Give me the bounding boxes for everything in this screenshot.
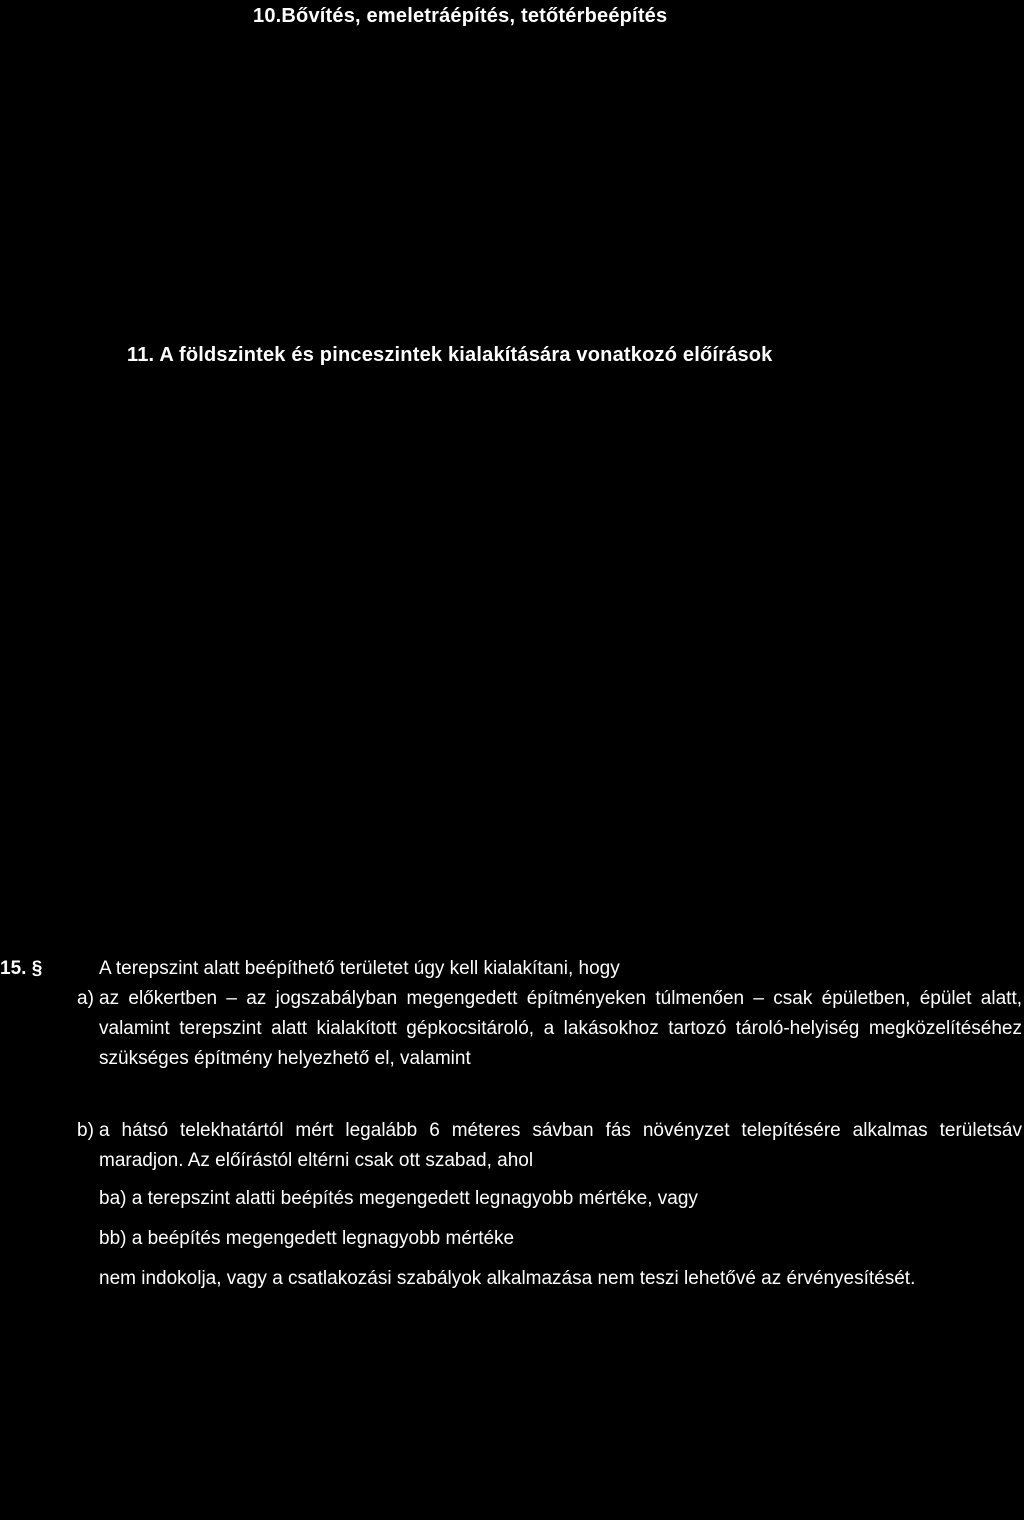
subitem-ba: ba) a terepszint alatti beépítés megengedett legnagyobb mértéke, vagy bbox=[99, 1188, 698, 1209]
heading-11: 11. A földszintek és pinceszintek kialakítására vonatkozó előírások bbox=[127, 344, 773, 366]
heading-10: 10.Bővítés, emeletráépítés, tetőtérbeépítés bbox=[253, 5, 668, 27]
section-number: 15. § bbox=[0, 958, 43, 979]
closing-text: nem indokolja, vagy a csatlakozási szabályok alkalmazása nem teszi lehetővé az érvényesítését. bbox=[99, 1268, 916, 1289]
subitem-bb: bb) a beépítés megengedett legnagyobb mértéke bbox=[99, 1228, 515, 1249]
section-intro: A terepszint alatt beépíthető területet úgy kell kialakítani, hogy bbox=[99, 958, 620, 979]
item-b-label: b) bbox=[77, 1120, 94, 1141]
item-b-text: a hátsó telekhatártól mért legalább 6 méteres sávban fás növényzet telepítésére alkalmas területsáv maradjon. Az előírástól eltérni csak ott szabad, ahol bbox=[99, 1120, 1022, 1171]
item-a-label: a) bbox=[77, 988, 94, 1009]
item-a-text: az előkertben – az jogszabályban megengedett építményeken túlmenően – csak épületben, épület alatt, valamint terepszint alatt kialakított gépkocsitároló, a lakásokhoz tartozó tároló-helyiség megközelítéséhez szükséges építmény helyezhető el, valamint bbox=[99, 988, 1022, 1069]
